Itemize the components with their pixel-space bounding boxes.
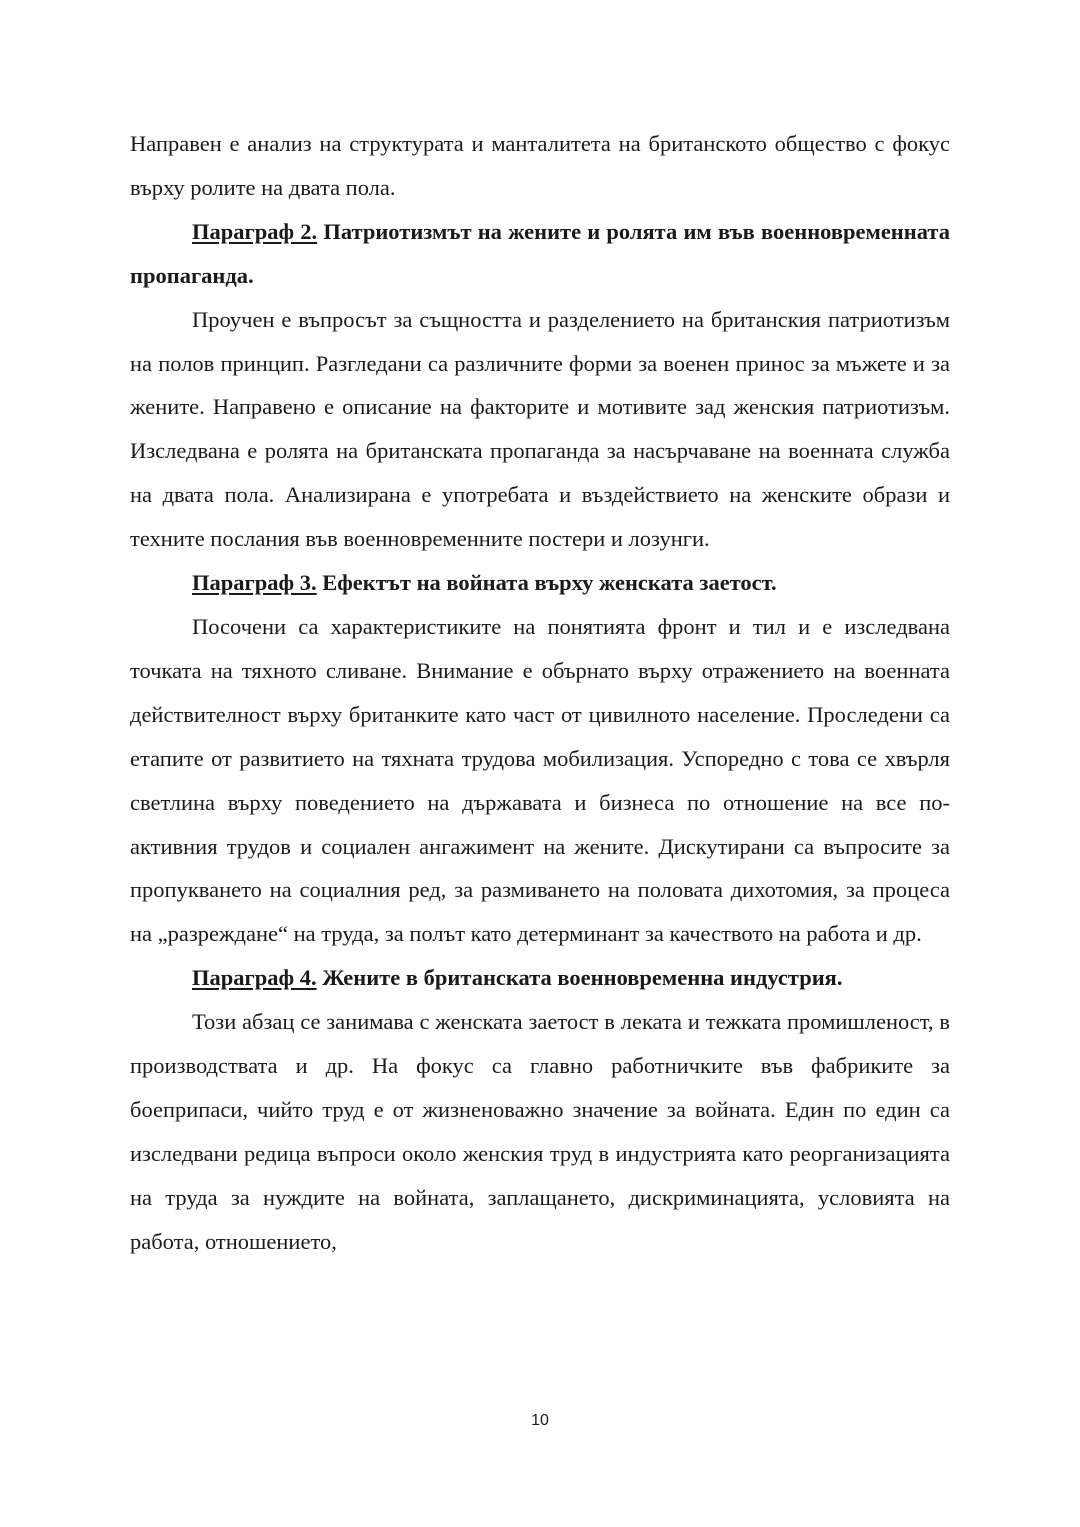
section-heading-paragraph-2 [130,210,950,298]
body-paragraph-industry: Този абзац се занимава с женската заетост в леката и тежката промишленост, в производствата и др. На фокус са главно работничките във фабриките за боеприпаси, чийто труд е от жизненоважно значение за войната. Един по един са изследвани редица въпроси около женския труд в индустрията като реорганизацията на труда за нуждите на войната, заплащането, дискриминацията, условията на работа, отношението, [130,1009,950,1254]
section-heading-label: Параграф 2. [192,218,318,244]
section-heading-label: Параграф 4. [192,965,317,991]
section-heading-label: Параграф 3. [192,570,317,596]
body-paragraph-patriotism: Проучен е въпросът за същността и разделението на британския патриотизъм на полов принцип. Разгледани са различните форми за военен принос за мъжете и за жените. Направено е описание на факторите и мотивите зад женския патриотизъм. Изследвана е ролята на британската пропаганда за насърчаване на военната служба на двата пола. Анализирана е употребата и въздействието на женските образи и техните послания във военновременните постери и лозунги. [130,306,950,552]
body-paragraph-employment: Посочени са характеристиките на понятията фронт и тил и е изследвана точката на тяхното сливане. Внимание е обърнато върху отражението на военната действителност върху британките като част от цивилното население. Проследени са етапите от развитието на тяхната трудова мобилизация. Успоредно с това се хвърля светлина върху поведението на държавата и бизнеса по отношение на все по-активния трудов и социален ангажимент на жените. Дискутирани са въпросите за пропукването на социалния ред, за размиването на половата дихотомия, за процеса на „разреждане“ на труда, за полът като детерминант за качеството на работа и др. [130,613,950,947]
section-heading-paragraph-4 [130,956,950,1000]
section-heading-title: Патриотизмът на жените и ролята им във военновременната пропаганда. [130,218,950,288]
body-paragraph-intro: Направен е анализ на структурата и манталитета на британското общество с фокус върху ролите на двата пола. [130,131,950,200]
document-body [130,122,950,1264]
page-number: 10 [531,1412,549,1429]
section-heading-title: Ефектът на войната върху женската заетост. [316,570,777,596]
section-heading-paragraph-3 [130,561,950,605]
section-heading-title: Жените в британската военновременна индустрия. [316,965,843,991]
